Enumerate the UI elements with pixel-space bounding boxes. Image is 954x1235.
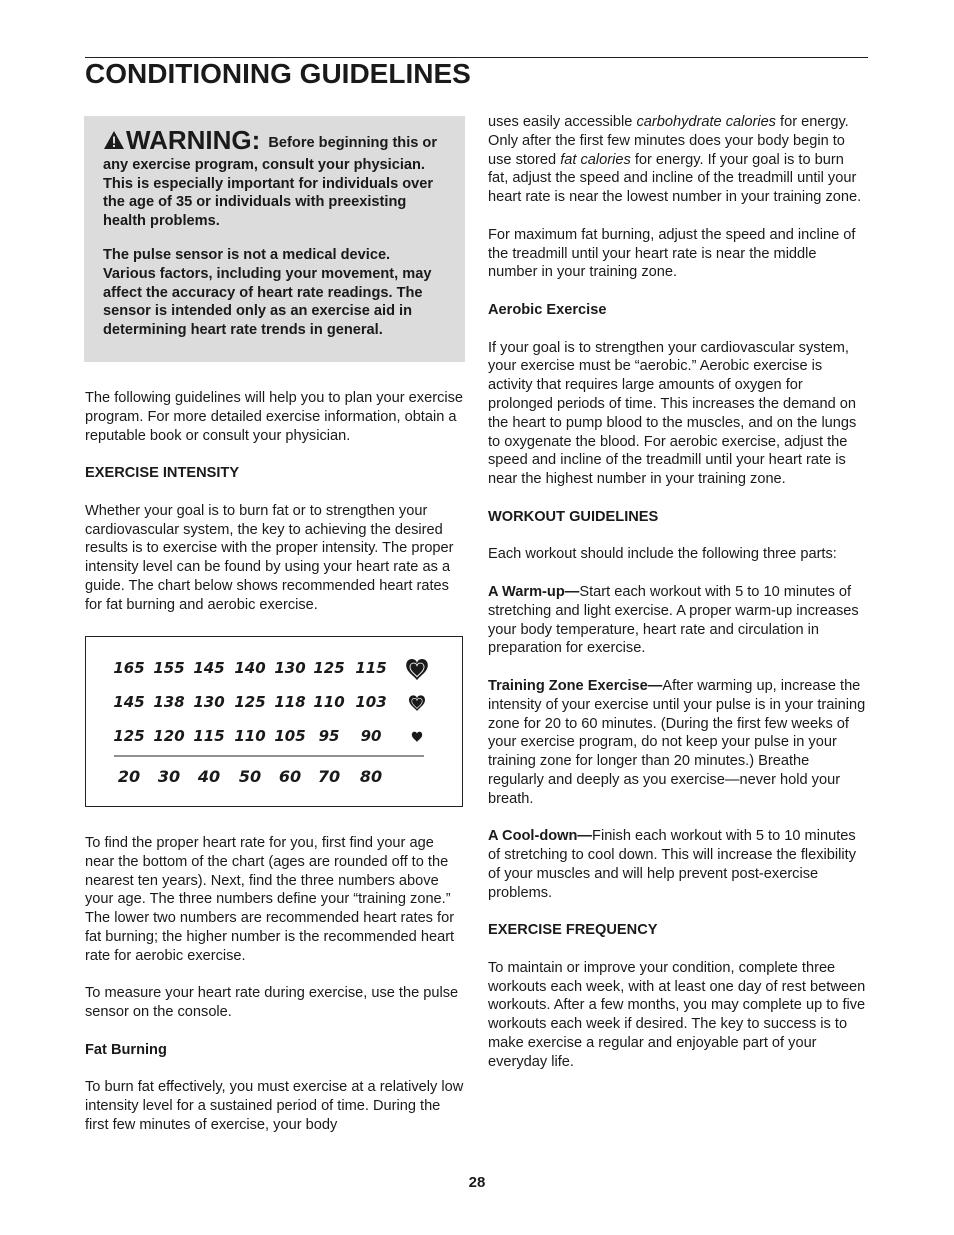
heart-rate-value: 103 (355, 693, 387, 711)
heart-rate-chart-svg (86, 637, 462, 805)
right-column (488, 113, 868, 1090)
heart-large-icon (406, 659, 428, 680)
heading-aerobic-exercise: Aerobic Exercise (488, 301, 607, 318)
warning-paragraph-2: The pulse sensor is not a medical device. Various factors, including your movement, may affect the accuracy of heart rate readings. The sensor is intended only as an exercise aid in determining heart rate trends in general. (103, 246, 432, 339)
heart-rate-value: 115 (193, 727, 225, 745)
intro-paragraph: The following guidelines will help you to plan your exercise program. For more detailed exercise information, obtain a reputable book or consult your physician. (85, 390, 464, 444)
age-label: 20 (117, 767, 141, 786)
heart-rate-value: 105 (274, 727, 306, 745)
aerobic-paragraph: If your goal is to strengthen your cardiovascular system, your exercise must be “aerobic.” Aerobic exercise is activity that requires large amounts of oxygen for prolonged periods of time. This increases the demand on the heart to pump blood to the muscles, and on the lungs to oxygenate the blood. For aerobic exercise, adjust the speed and incline of the treadmill until your heart rate is near the highest number in your training zone. (488, 339, 857, 488)
training-zone-label: Training Zone Exercise— (488, 677, 663, 694)
heart-rate-value: 140 (234, 659, 266, 677)
heart-rate-value: 118 (274, 693, 306, 711)
heart-medium-icon (409, 695, 425, 711)
warmup-paragraph (488, 583, 868, 658)
fat-calories-emphasis: fat calories (560, 151, 631, 168)
heading-exercise-intensity: EXERCISE INTENSITY (85, 465, 240, 482)
age-label: 70 (317, 767, 341, 786)
heart-rate-value: 125 (313, 659, 345, 677)
cooldown-label: A Cool-down— (488, 828, 593, 845)
heart-rate-value: 138 (153, 693, 185, 711)
heart-rate-value: 125 (113, 727, 145, 745)
page-title: CONDITIONING GUIDELINES (85, 58, 471, 89)
page-number: 28 (468, 1174, 486, 1191)
measure-paragraph: To measure your heart rate during exercise, use the pulse sensor on the console. (85, 985, 459, 1021)
heart-rate-value: 110 (234, 727, 266, 745)
cooldown-paragraph (488, 827, 868, 902)
age-label: 60 (278, 767, 302, 786)
warning-text-1: Before beginning this or any exercise program, consult your physician. This is especially important for individuals over the age of 35 or individuals with preexisting health problems. (103, 135, 438, 230)
fat-continued-paragraph (488, 113, 868, 207)
warning-word: WARNING: (126, 125, 261, 155)
left-column-lower (85, 834, 465, 1154)
heart-rate-value: 95 (318, 727, 340, 745)
heading-exercise-frequency: EXERCISE FREQUENCY (488, 922, 658, 939)
heart-rate-value: 90 (360, 727, 382, 745)
heart-rate-value: 155 (153, 659, 185, 677)
fat-cont-text-a: uses easily accessible (488, 114, 637, 130)
age-label: 40 (197, 767, 221, 786)
left-column (85, 389, 465, 633)
cooldown-text: Finish each workout with 5 to 10 minutes of stretching to cool down. This will increase the flexibility of your muscles and will help prevent post-exercise problems. (488, 828, 856, 901)
heart-rate-value: 130 (193, 693, 225, 711)
heart-rate-value: 110 (313, 693, 345, 711)
find-heart-rate-paragraph: To find the proper heart rate for you, first find your age near the bottom of the chart (ages are rounded off to the nearest ten years). Next, find the three numbers above your age. The three numbers define your “training zone.” The lower two numbers are recommended heart rates for fat burning; the higher number is the recommended heart rate for aerobic exercise. (85, 835, 455, 964)
heading-workout-guidelines: WORKOUT GUIDELINES (488, 508, 659, 525)
heart-rate-value: 165 (113, 659, 145, 677)
heading-fat-burning: Fat Burning (85, 1041, 167, 1058)
age-label: 30 (157, 767, 181, 786)
age-label: 80 (359, 767, 383, 786)
heart-small-icon (412, 732, 422, 742)
warmup-text: Start each workout with 5 to 10 minutes of stretching and light exercise. A proper warm-up increases your body temperature, heart rate and circulation in preparation for exercise. (488, 583, 859, 657)
carbohydrate-calories-emphasis: carbohydrate calories (636, 114, 776, 130)
warmup-label: A Warm-up— (488, 583, 580, 600)
age-label: 50 (238, 767, 262, 786)
max-fat-paragraph: For maximum fat burning, adjust the speed and incline of the treadmill until your heart rate is near the middle number in your training zone. (488, 226, 856, 281)
workout-intro-paragraph: Each workout should include the following three parts: (488, 546, 837, 563)
heart-rate-value: 115 (355, 659, 387, 677)
heart-rate-value: 145 (113, 693, 145, 711)
warning-box (84, 116, 465, 362)
heart-rate-value: 130 (274, 659, 306, 677)
fat-cont-text-c: for energy. If your goal is to burn fat, adjust the speed and incline of the treadmill until your heart rate is near the lowest number in your training zone. (488, 151, 862, 206)
fat-cont-text-b: for energy. Only after the first few minutes does your body begin to use stored (488, 114, 849, 168)
training-zone-text: After warming up, increase the intensity of your exercise until your pulse is in your training zone for 20 to 60 minutes. (During the first few weeks of your exercise program, do not keep your pulse in your training zone for longer than 20 minutes.) Breathe regularly and deeply as you exercise—never hold your breath. (488, 677, 866, 807)
heart-rate-value: 125 (234, 693, 266, 711)
heart-rate-value: 120 (153, 727, 185, 745)
warning-paragraph-1 (103, 125, 445, 231)
warning-triangle-icon (103, 130, 125, 156)
heart-rate-chart (85, 636, 463, 807)
heart-rate-value: 145 (193, 659, 225, 677)
intensity-paragraph: Whether your goal is to burn fat or to strengthen your cardiovascular system, the key to achieving the desired results is to exercise with the proper intensity. The proper intensity level can be found by using your heart rate as a guide. The chart below shows recommended heart rates for fat burning and aerobic exercise. (85, 502, 454, 613)
fat-burning-paragraph: To burn fat effectively, you must exercise at a relatively low intensity level for a sustained period of time. During the first few minutes of exercise, your body (85, 1079, 464, 1133)
frequency-paragraph: To maintain or improve your condition, complete three workouts each week, with at least one day of rest between workouts. After a few months, you may complete up to five workouts each week if desired. The key to success is to make exercise a regular and enjoyable part of your everyday life. (488, 959, 866, 1070)
training-zone-paragraph (488, 677, 868, 809)
